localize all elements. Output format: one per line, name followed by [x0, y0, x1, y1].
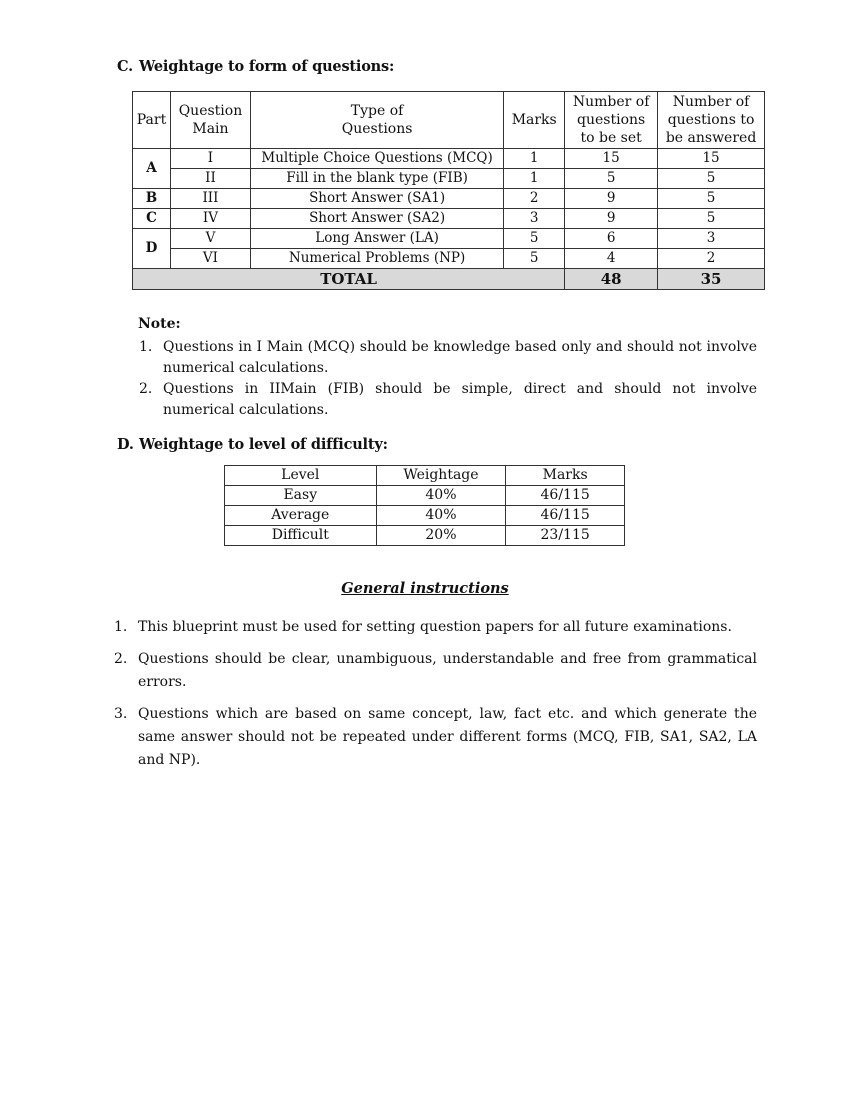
list-item [139, 379, 757, 421]
header-marks: Marks [506, 466, 625, 486]
set-cell: 15 [565, 149, 658, 169]
answered-cell: 3 [658, 229, 765, 249]
weightage-cell: 20% [376, 526, 506, 546]
section-c-title: Weightage to form of questions: [139, 58, 395, 75]
table-row [225, 486, 625, 506]
table-header-row [133, 92, 765, 149]
list-item [114, 703, 757, 772]
part-cell: A [133, 149, 171, 189]
main-cell: III [170, 189, 250, 209]
table-row [133, 189, 765, 209]
marks-cell: 3 [504, 209, 565, 229]
general-instructions-list [114, 616, 757, 781]
note-title: Note: [138, 316, 181, 332]
answered-cell: 5 [658, 189, 765, 209]
part-cell: B [133, 189, 171, 209]
list-item-text: Questions should be clear, unambiguous, understandable and free from grammatical errors. [138, 651, 757, 690]
set-cell: 9 [565, 209, 658, 229]
level-cell: Average [225, 506, 377, 526]
list-item-number: 1. [139, 339, 153, 355]
list-item-text: This blueprint must be used for setting question papers for all future examinations. [138, 619, 732, 635]
table-row [133, 229, 765, 249]
weightage-cell: 40% [376, 486, 506, 506]
section-d-title: Weightage to level of difficulty: [139, 436, 388, 453]
set-cell: 4 [565, 249, 658, 269]
set-cell: 9 [565, 189, 658, 209]
list-item-number: 3. [114, 706, 128, 722]
answered-cell: 5 [658, 209, 765, 229]
type-cell: Numerical Problems (NP) [250, 249, 503, 269]
main-cell: IV [170, 209, 250, 229]
answered-cell: 5 [658, 169, 765, 189]
list-item-number: 2. [139, 381, 153, 397]
marks-cell: 23/115 [506, 526, 625, 546]
weightage-cell: 40% [376, 506, 506, 526]
header-type-line: Type of [350, 103, 404, 119]
set-cell: 5 [565, 169, 658, 189]
general-instructions-title: General instructions [341, 580, 509, 597]
main-cell: VI [170, 249, 250, 269]
part-cell: D [133, 229, 171, 269]
type-cell: Multiple Choice Questions (MCQ) [250, 149, 503, 169]
level-cell: Difficult [225, 526, 377, 546]
table-row [225, 506, 625, 526]
table-row [133, 169, 765, 189]
header-questions-set [565, 92, 658, 149]
header-marks: Marks [504, 92, 565, 149]
main-cell: II [170, 169, 250, 189]
type-cell: Fill in the blank type (FIB) [250, 169, 503, 189]
table-row [133, 249, 765, 269]
list-item-number: 2. [114, 651, 128, 667]
marks-cell: 2 [504, 189, 565, 209]
answered-cell: 2 [658, 249, 765, 269]
total-label: TOTAL [133, 269, 565, 290]
total-row [133, 269, 765, 290]
set-cell: 6 [565, 229, 658, 249]
level-cell: Easy [225, 486, 377, 506]
marks-cell: 46/115 [506, 486, 625, 506]
header-set-line: Number of [572, 94, 650, 110]
header-weightage: Weightage [376, 466, 506, 486]
main-cell: V [170, 229, 250, 249]
section-d-label: D. [117, 436, 134, 453]
header-question-main [170, 92, 250, 149]
header-question-main-line: Question [178, 103, 243, 119]
header-question-main-line: Main [192, 121, 229, 137]
table-row [225, 526, 625, 546]
list-item [114, 616, 757, 639]
table-row [133, 209, 765, 229]
header-type-line: Questions [341, 121, 413, 137]
section-c-label: C. [117, 58, 133, 75]
marks-cell: 5 [504, 229, 565, 249]
header-set-line: to be set [580, 130, 642, 146]
header-type [250, 92, 503, 149]
section-d-heading [117, 436, 388, 453]
list-item [139, 337, 757, 379]
marks-cell: 5 [504, 249, 565, 269]
header-questions-answered [658, 92, 765, 149]
header-answered-line: questions to [667, 112, 755, 128]
type-cell: Short Answer (SA2) [250, 209, 503, 229]
list-item-number: 1. [114, 619, 128, 635]
header-level: Level [225, 466, 377, 486]
list-item-text: Questions in IIMain (FIB) should be simple, direct and should not involve numerical calculations. [163, 381, 757, 418]
section-c-heading [117, 58, 394, 75]
header-part: Part [133, 92, 171, 149]
table-row [133, 149, 765, 169]
marks-cell: 46/115 [506, 506, 625, 526]
list-item-text: Questions which are based on same concept, law, fact etc. and which generate the same answer should not be repeated under different forms (MCQ, FIB, SA1, SA2, LA and NP). [138, 706, 757, 768]
main-cell: I [170, 149, 250, 169]
table-header-row [225, 466, 625, 486]
note-list [139, 337, 757, 421]
marks-cell: 1 [504, 169, 565, 189]
header-answered-line: be answered [665, 130, 757, 146]
type-cell: Long Answer (LA) [250, 229, 503, 249]
type-cell: Short Answer (SA1) [250, 189, 503, 209]
list-item-text: Questions in I Main (MCQ) should be knowledge based only and should not involve numerical calculations. [163, 339, 757, 376]
question-form-table [132, 91, 765, 290]
total-set: 48 [565, 269, 658, 290]
list-item [114, 648, 757, 694]
header-answered-line: Number of [672, 94, 750, 110]
total-answered: 35 [658, 269, 765, 290]
part-cell: C [133, 209, 171, 229]
difficulty-table [224, 465, 625, 546]
answered-cell: 15 [658, 149, 765, 169]
header-set-line: questions [577, 112, 646, 128]
marks-cell: 1 [504, 149, 565, 169]
